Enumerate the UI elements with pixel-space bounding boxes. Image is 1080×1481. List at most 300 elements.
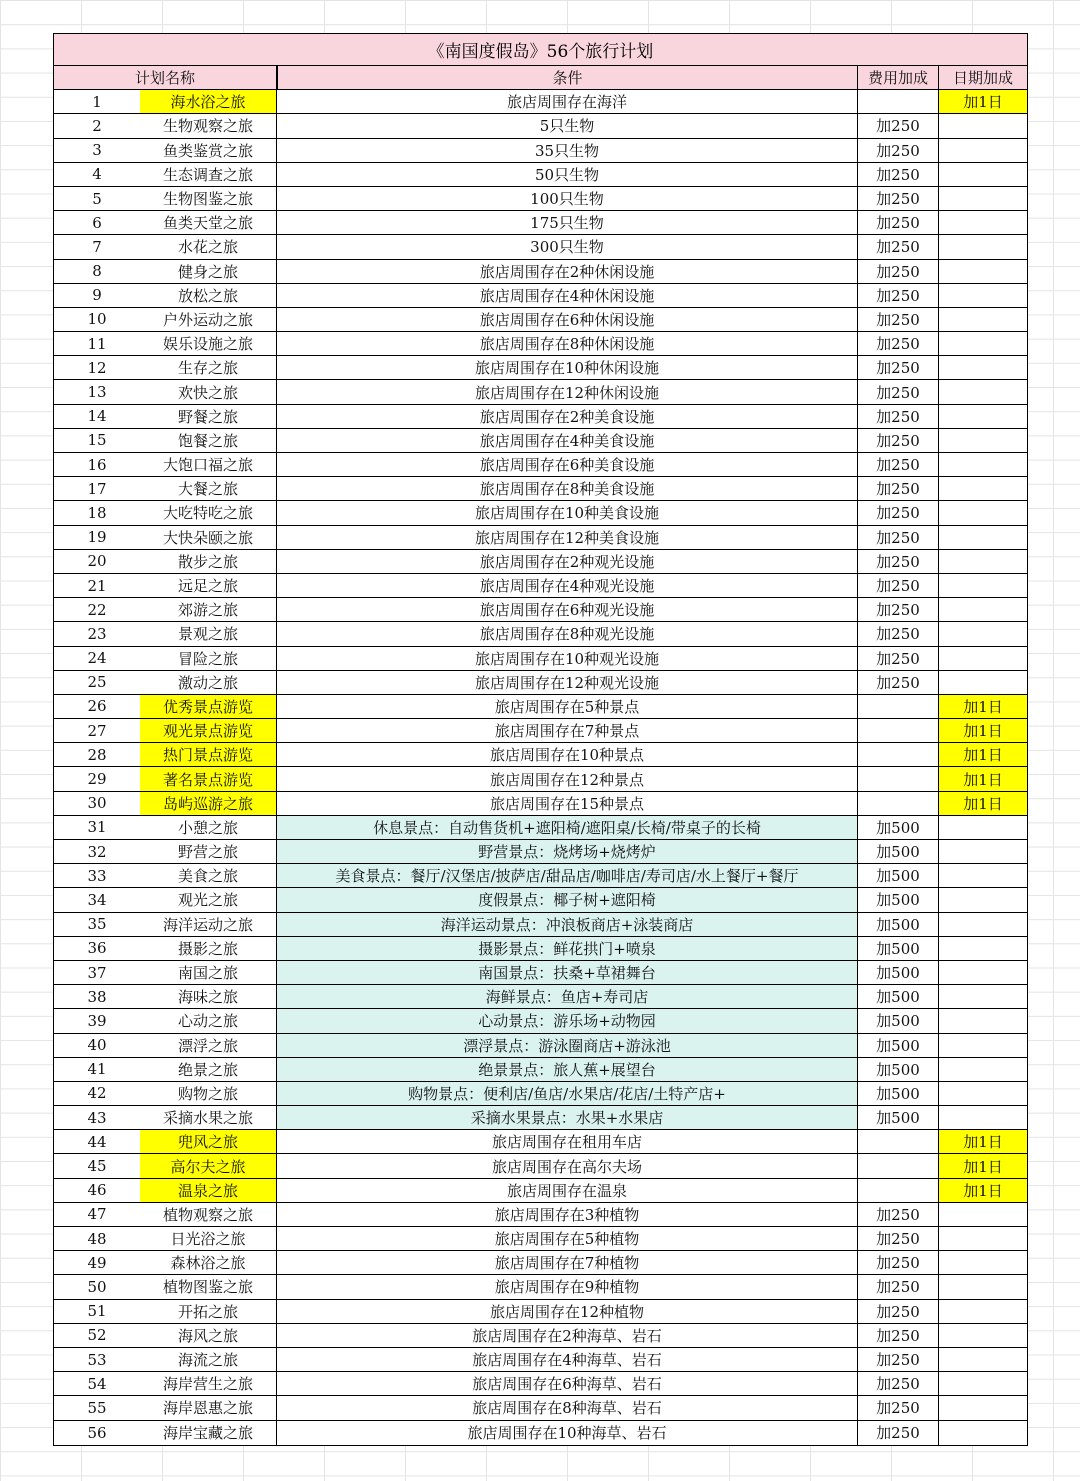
table-row (54, 139, 1027, 163)
cost-bonus-cell: 加250 (858, 405, 939, 428)
condition-cell: 旅店周围存在10种休闲设施 (277, 356, 858, 379)
row-number: 22 (87, 600, 107, 619)
table-row (54, 695, 1027, 719)
row-number: 4 (92, 165, 102, 184)
plan-name-cell: 散步之旅 (140, 550, 277, 573)
table-row (54, 864, 1027, 888)
cost-bonus-cell: 加250 (858, 647, 939, 670)
condition-cell: 休息景点：自动售货机+遮阳椅/遮阳桌/长椅/带桌子的长椅 (277, 816, 858, 839)
condition-cell: 旅店周围存在2种美食设施 (277, 405, 858, 428)
date-bonus-cell (939, 477, 1027, 500)
condition-cell: 旅店周围存在租用车店 (277, 1130, 858, 1153)
date-bonus-cell (939, 1275, 1027, 1298)
table-row (54, 114, 1027, 138)
condition-cell: 旅店周围存在12种休闲设施 (277, 380, 858, 403)
row-number: 52 (87, 1326, 107, 1345)
plan-name-cell: 温泉之旅 (140, 1179, 277, 1202)
cost-bonus-cell: 加250 (858, 550, 939, 573)
plan-name-cell: 海流之旅 (140, 1348, 277, 1371)
row-number: 28 (87, 745, 107, 764)
cost-bonus-cell: 加250 (858, 187, 939, 210)
date-bonus-cell: 加1日 (939, 719, 1027, 742)
date-bonus-cell (939, 235, 1027, 258)
row-number: 33 (87, 866, 107, 885)
row-number: 36 (87, 939, 107, 958)
condition-cell: 购物景点：便利店/鱼店/水果店/花店/土特产店+ (277, 1082, 858, 1105)
cost-bonus-cell (858, 1130, 939, 1153)
condition-cell: 旅店周围存在8种观光设施 (277, 622, 858, 645)
date-bonus-cell (939, 260, 1027, 283)
plan-name-cell: 海岸宝藏之旅 (140, 1421, 277, 1445)
cost-bonus-cell: 加500 (858, 961, 939, 984)
condition-cell: 南国景点：扶桑+草裙舞台 (277, 961, 858, 984)
date-bonus-cell (939, 211, 1027, 234)
plan-name-cell: 生存之旅 (140, 356, 277, 379)
header-date-bonus: 日期加成 (952, 69, 1013, 88)
plan-name-cell: 森林浴之旅 (140, 1251, 277, 1274)
row-number: 35 (87, 915, 107, 934)
cost-bonus-cell: 加250 (858, 1396, 939, 1419)
row-number: 39 (87, 1011, 107, 1030)
condition-cell: 旅店周围存在6种休闲设施 (277, 308, 858, 331)
date-bonus-cell (939, 816, 1027, 839)
plan-name-cell: 高尔夫之旅 (140, 1154, 277, 1177)
cost-bonus-cell: 加250 (858, 1324, 939, 1347)
cost-bonus-cell: 加250 (858, 1421, 939, 1445)
date-bonus-cell (939, 1396, 1027, 1419)
table-row (54, 477, 1027, 501)
row-number: 16 (87, 455, 107, 474)
date-bonus-cell (939, 574, 1027, 597)
cost-bonus-cell: 加250 (858, 574, 939, 597)
table-row (54, 284, 1027, 308)
condition-cell: 旅店周围存在6种美食设施 (277, 453, 858, 476)
row-number: 24 (87, 649, 107, 668)
cost-bonus-cell: 加250 (858, 671, 939, 694)
date-bonus-cell (939, 1203, 1027, 1226)
cost-bonus-cell: 加500 (858, 864, 939, 887)
table-row (54, 356, 1027, 380)
cost-bonus-cell: 加250 (858, 260, 939, 283)
row-number: 49 (87, 1253, 107, 1272)
plan-name-cell: 海风之旅 (140, 1324, 277, 1347)
row-number: 32 (87, 842, 107, 861)
condition-cell: 旅店周围存在海洋 (277, 90, 858, 113)
condition-cell: 旅店周围存在2种海草、岩石 (277, 1324, 858, 1347)
date-bonus-cell (939, 937, 1027, 960)
table-row (54, 1275, 1027, 1299)
row-number: 13 (87, 383, 107, 402)
condition-cell: 采摘水果景点：水果+水果店 (277, 1106, 858, 1129)
condition-cell: 旅店周围存在12种植物 (277, 1300, 858, 1323)
table-row (54, 1058, 1027, 1082)
cost-bonus-cell: 加250 (858, 598, 939, 621)
date-bonus-cell (939, 1324, 1027, 1347)
plan-name-cell: 摄影之旅 (140, 937, 277, 960)
table-row (54, 1396, 1027, 1420)
condition-cell: 旅店周围存在12种景点 (277, 767, 858, 790)
date-bonus-cell (939, 550, 1027, 573)
condition-cell: 旅店周围存在温泉 (277, 1179, 858, 1202)
table-row (54, 1179, 1027, 1203)
row-number: 12 (87, 358, 107, 377)
table-row (54, 719, 1027, 743)
date-bonus-cell (939, 1034, 1027, 1057)
table-row (54, 767, 1027, 791)
condition-cell: 旅店周围存在5种景点 (277, 695, 858, 718)
date-bonus-cell (939, 453, 1027, 476)
row-number: 18 (87, 503, 107, 522)
plan-name-cell: 购物之旅 (140, 1082, 277, 1105)
plan-name-cell: 日光浴之旅 (140, 1227, 277, 1250)
plan-name-cell: 水花之旅 (140, 235, 277, 258)
table-row (54, 598, 1027, 622)
table-row (54, 888, 1027, 912)
date-bonus-cell (939, 405, 1027, 428)
condition-cell: 旅店周围存在15种景点 (277, 792, 858, 815)
plan-name-cell: 海岸恩惠之旅 (140, 1396, 277, 1419)
cost-bonus-cell: 加500 (858, 1034, 939, 1057)
date-bonus-cell (939, 380, 1027, 403)
condition-cell: 旅店周围存在2种观光设施 (277, 550, 858, 573)
plan-name-cell: 欢快之旅 (140, 380, 277, 403)
condition-cell: 海鲜景点：鱼店+寿司店 (277, 985, 858, 1008)
date-bonus-cell (939, 1058, 1027, 1081)
plan-name-cell: 激动之旅 (140, 671, 277, 694)
table-row (54, 405, 1027, 429)
date-bonus-cell (939, 1300, 1027, 1323)
date-bonus-cell: 加1日 (939, 695, 1027, 718)
condition-cell: 旅店周围存在3种植物 (277, 1203, 858, 1226)
condition-cell: 旅店周围存在10种景点 (277, 743, 858, 766)
date-bonus-cell (939, 888, 1027, 911)
condition-cell: 100只生物 (277, 187, 858, 210)
cost-bonus-cell: 加500 (858, 840, 939, 863)
date-bonus-cell: 加1日 (939, 1179, 1027, 1202)
table-row (54, 622, 1027, 646)
row-number: 37 (87, 963, 107, 982)
condition-cell: 旅店周围存在10种海草、岩石 (277, 1421, 858, 1445)
cost-bonus-cell: 加500 (858, 937, 939, 960)
table-row (54, 792, 1027, 816)
row-number: 56 (87, 1423, 107, 1442)
cost-bonus-cell: 加250 (858, 356, 939, 379)
cost-bonus-cell: 加250 (858, 139, 939, 162)
date-bonus-cell (939, 985, 1027, 1008)
table-row (54, 1324, 1027, 1348)
cost-bonus-cell: 加250 (858, 235, 939, 258)
date-bonus-cell (939, 187, 1027, 210)
row-number: 53 (87, 1350, 107, 1369)
cost-bonus-cell: 加250 (858, 526, 939, 549)
condition-cell: 旅店周围存在4种美食设施 (277, 429, 858, 452)
row-number: 20 (87, 552, 107, 571)
cost-bonus-cell: 加250 (858, 453, 939, 476)
date-bonus-cell (939, 114, 1027, 137)
plan-name-cell: 观光景点游览 (140, 719, 277, 742)
cost-bonus-cell: 加500 (858, 1009, 939, 1032)
cost-bonus-cell: 加250 (858, 308, 939, 331)
row-number: 26 (87, 697, 107, 716)
row-number: 23 (87, 624, 107, 643)
table-row (54, 1106, 1027, 1130)
plan-name-cell: 野餐之旅 (140, 405, 277, 428)
cost-bonus-cell: 加500 (858, 1106, 939, 1129)
cost-bonus-cell: 加250 (858, 332, 939, 355)
row-number: 21 (87, 576, 107, 595)
row-number: 19 (87, 528, 107, 547)
table-row (54, 526, 1027, 550)
condition-cell: 心动景点：游乐场+动物园 (277, 1009, 858, 1032)
row-number: 34 (87, 890, 107, 909)
plan-name-cell: 户外运动之旅 (140, 308, 277, 331)
cost-bonus-cell: 加250 (858, 211, 939, 234)
plan-name-cell: 放松之旅 (140, 284, 277, 307)
row-number: 7 (92, 237, 102, 256)
date-bonus-cell (939, 647, 1027, 670)
date-bonus-cell (939, 1106, 1027, 1129)
row-number: 15 (87, 431, 107, 450)
plan-name-cell: 小憩之旅 (140, 816, 277, 839)
row-number: 45 (87, 1157, 107, 1176)
table-row (54, 671, 1027, 695)
table-row (54, 840, 1027, 864)
condition-cell: 300只生物 (277, 235, 858, 258)
plan-name-cell: 大饱口福之旅 (140, 453, 277, 476)
plan-name-cell: 观光之旅 (140, 888, 277, 911)
condition-cell: 旅店周围存在2种休闲设施 (277, 260, 858, 283)
condition-cell: 旅店周围存在4种海草、岩石 (277, 1348, 858, 1371)
table-row (54, 1227, 1027, 1251)
table-row (54, 816, 1027, 840)
cost-bonus-cell: 加250 (858, 1300, 939, 1323)
table-row (54, 187, 1027, 211)
condition-cell: 旅店周围存在10种观光设施 (277, 647, 858, 670)
row-number: 43 (87, 1108, 107, 1127)
condition-cell: 旅店周围存在6种海草、岩石 (277, 1372, 858, 1395)
cost-bonus-cell: 加250 (858, 1348, 939, 1371)
plan-name-cell: 海水浴之旅 (140, 90, 277, 113)
condition-cell: 旅店周围存在12种美食设施 (277, 526, 858, 549)
table-row (54, 574, 1027, 598)
date-bonus-cell (939, 622, 1027, 645)
date-bonus-cell (939, 1251, 1027, 1274)
date-bonus-cell (939, 163, 1027, 186)
date-bonus-cell (939, 1372, 1027, 1395)
plan-name-cell: 美食之旅 (140, 864, 277, 887)
date-bonus-cell (939, 526, 1027, 549)
table-row (54, 1154, 1027, 1178)
cost-bonus-cell: 加250 (858, 1275, 939, 1298)
table-row (54, 1203, 1027, 1227)
table-row (54, 1300, 1027, 1324)
row-number: 54 (87, 1374, 107, 1393)
plan-name-cell: 饱餐之旅 (140, 429, 277, 452)
plan-name-cell: 生物图鉴之旅 (140, 187, 277, 210)
date-bonus-cell (939, 332, 1027, 355)
date-bonus-cell (939, 840, 1027, 863)
table-row (54, 308, 1027, 332)
plan-name-cell: 海味之旅 (140, 985, 277, 1008)
plan-name-cell: 植物观察之旅 (140, 1203, 277, 1226)
cost-bonus-cell (858, 1154, 939, 1177)
row-number: 1 (92, 92, 102, 111)
date-bonus-cell (939, 284, 1027, 307)
row-number: 38 (87, 987, 107, 1006)
table-row (54, 1034, 1027, 1058)
date-bonus-cell: 加1日 (939, 792, 1027, 815)
condition-cell: 野营景点：烧烤场+烧烤炉 (277, 840, 858, 863)
plan-name-cell: 优秀景点游览 (140, 695, 277, 718)
header-plan-name: 计划名称 (54, 66, 277, 89)
cost-bonus-cell (858, 719, 939, 742)
condition-cell: 旅店周围存在7种植物 (277, 1251, 858, 1274)
plan-name-cell: 著名景点游览 (140, 767, 277, 790)
date-bonus-cell: 加1日 (939, 743, 1027, 766)
row-number: 14 (87, 407, 107, 426)
condition-cell: 摄影景点：鲜花拱门+喷泉 (277, 937, 858, 960)
table-row (54, 913, 1027, 937)
table-row (54, 647, 1027, 671)
date-bonus-cell (939, 1082, 1027, 1105)
table-row (54, 90, 1027, 114)
condition-cell: 旅店周围存在8种海草、岩石 (277, 1396, 858, 1419)
row-number: 44 (87, 1132, 107, 1151)
row-number: 11 (87, 334, 107, 353)
date-bonus-cell (939, 671, 1027, 694)
date-bonus-cell (939, 961, 1027, 984)
row-number: 40 (87, 1036, 107, 1055)
table-row (54, 429, 1027, 453)
condition-cell: 旅店周围存在8种休闲设施 (277, 332, 858, 355)
table-row (54, 1372, 1027, 1396)
cost-bonus-cell: 加250 (858, 477, 939, 500)
condition-cell: 旅店周围存在9种植物 (277, 1275, 858, 1298)
plan-name-cell: 大快朵颐之旅 (140, 526, 277, 549)
condition-cell: 旅店周围存在高尔夫场 (277, 1154, 858, 1177)
plan-name-cell: 远足之旅 (140, 574, 277, 597)
table-row (54, 1421, 1027, 1445)
header-row (54, 66, 1027, 90)
date-bonus-cell (939, 598, 1027, 621)
row-number: 55 (87, 1398, 107, 1417)
cost-bonus-cell (858, 695, 939, 718)
plan-name-cell: 兜风之旅 (140, 1130, 277, 1153)
cost-bonus-cell: 加500 (858, 1058, 939, 1081)
table-row (54, 1082, 1027, 1106)
row-number: 30 (87, 794, 107, 813)
row-number: 51 (87, 1302, 107, 1321)
condition-cell: 漂浮景点：游泳圈商店+游泳池 (277, 1034, 858, 1057)
plan-name-cell: 野营之旅 (140, 840, 277, 863)
cost-bonus-cell: 加500 (858, 913, 939, 936)
date-bonus-cell (939, 308, 1027, 331)
condition-cell: 度假景点：椰子树+遮阳椅 (277, 888, 858, 911)
table-row (54, 1251, 1027, 1275)
date-bonus-cell (939, 913, 1027, 936)
plan-name-cell: 海岸营生之旅 (140, 1372, 277, 1395)
table-row (54, 163, 1027, 187)
plan-name-cell: 生物观察之旅 (140, 114, 277, 137)
plan-name-cell: 娱乐设施之旅 (140, 332, 277, 355)
cost-bonus-cell: 加250 (858, 1227, 939, 1250)
row-number: 47 (87, 1205, 107, 1224)
plan-name-cell: 鱼类天堂之旅 (140, 211, 277, 234)
plan-name-cell: 漂浮之旅 (140, 1034, 277, 1057)
condition-cell: 旅店周围存在8种美食设施 (277, 477, 858, 500)
plan-name-cell: 健身之旅 (140, 260, 277, 283)
row-number: 17 (87, 479, 107, 498)
cost-bonus-cell (858, 743, 939, 766)
cost-bonus-cell: 加250 (858, 622, 939, 645)
date-bonus-cell (939, 356, 1027, 379)
table-row (54, 1009, 1027, 1033)
row-number: 2 (92, 116, 102, 135)
table-row (54, 332, 1027, 356)
table-body (54, 90, 1027, 1445)
header-cost-bonus: 费用加成 (858, 66, 939, 89)
plan-name-cell: 郊游之旅 (140, 598, 277, 621)
table-row (54, 985, 1027, 1009)
row-number: 5 (92, 189, 102, 208)
condition-cell: 旅店周围存在10种美食设施 (277, 501, 858, 524)
plan-name-cell: 南国之旅 (140, 961, 277, 984)
plan-name-cell: 岛屿巡游之旅 (140, 792, 277, 815)
table-row (54, 961, 1027, 985)
condition-cell: 175只生物 (277, 211, 858, 234)
table-row (54, 380, 1027, 404)
row-number: 3 (92, 141, 102, 160)
date-bonus-cell (939, 864, 1027, 887)
row-number: 48 (87, 1229, 107, 1248)
condition-cell: 旅店周围存在6种观光设施 (277, 598, 858, 621)
row-number: 29 (87, 770, 107, 789)
plan-name-cell: 绝景之旅 (140, 1058, 277, 1081)
table-row (54, 260, 1027, 284)
row-number: 42 (87, 1084, 107, 1103)
row-number: 41 (87, 1060, 107, 1079)
cost-bonus-cell: 加500 (858, 985, 939, 1008)
cost-bonus-cell (858, 90, 939, 113)
header-condition: 条件 (277, 66, 858, 89)
row-number: 10 (87, 310, 107, 329)
cost-bonus-cell (858, 1179, 939, 1202)
date-bonus-cell: 加1日 (939, 1130, 1027, 1153)
condition-cell: 35只生物 (277, 139, 858, 162)
row-number: 9 (92, 286, 102, 305)
plan-name-cell: 大餐之旅 (140, 477, 277, 500)
plan-name-cell: 大吃特吃之旅 (140, 501, 277, 524)
cost-bonus-cell: 加500 (858, 1082, 939, 1105)
condition-cell: 旅店周围存在4种观光设施 (277, 574, 858, 597)
date-bonus-cell (939, 139, 1027, 162)
date-bonus-cell (939, 1009, 1027, 1032)
cost-bonus-cell: 加250 (858, 1372, 939, 1395)
cost-bonus-cell: 加250 (858, 429, 939, 452)
row-number: 6 (92, 213, 102, 232)
plan-name-cell: 心动之旅 (140, 1009, 277, 1032)
date-bonus-cell: 加1日 (939, 90, 1027, 113)
plan-name-cell: 采摘水果之旅 (140, 1106, 277, 1129)
row-number: 25 (87, 673, 107, 692)
plan-name-cell: 海洋运动之旅 (140, 913, 277, 936)
cost-bonus-cell: 加250 (858, 380, 939, 403)
row-number: 50 (87, 1277, 107, 1296)
plan-name-cell: 冒险之旅 (140, 647, 277, 670)
plan-name-cell: 生态调查之旅 (140, 163, 277, 186)
table-row (54, 501, 1027, 525)
cost-bonus-cell: 加250 (858, 501, 939, 524)
